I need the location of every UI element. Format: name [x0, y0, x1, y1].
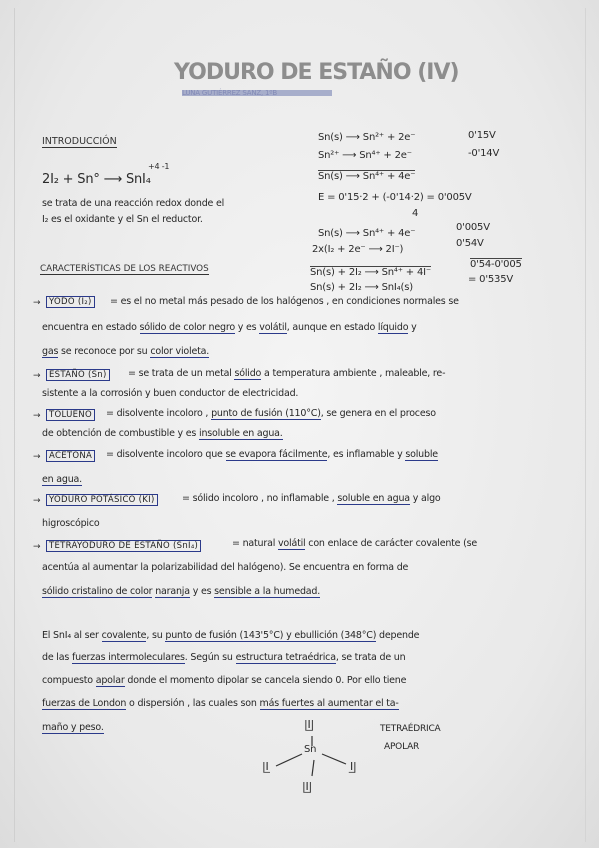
- paragraph-line-1: El SnI₄ al ser covalente, su punto de fusión (143'5°C) y ebullición (348°C) depende: [42, 630, 420, 641]
- global-potential: = 0'535V: [468, 274, 513, 285]
- main-reaction: 2I₂ + Sn° ⟶ SnI₄: [42, 172, 151, 187]
- potential-denominator: 4: [412, 208, 419, 219]
- paragraph-line-4: fuerzas de London o dispersión , las cuales son más fuertes al aumentar el ta-: [42, 698, 399, 709]
- sni4-line-3: sólido cristalino de color naranja y es sensible a la humedad.: [42, 586, 321, 597]
- half-reaction-3: Sn(s) ⟶ Sn⁴⁺ + 4e⁻: [318, 171, 416, 182]
- paragraph-line-5: maño y peso.: [42, 722, 104, 733]
- paper-sheet: [14, 8, 586, 842]
- ki-line-1: = sólido incoloro , no inflamable , soluble en agua y algo: [182, 493, 441, 504]
- iodo-line-2: encuentra en estado sólido de color negro y es volátil, aunque en estado líquido y: [42, 322, 417, 333]
- intro-heading: INTRODUCCIÓN: [42, 136, 117, 147]
- half-reaction-4-potential: 0'005V: [456, 222, 490, 233]
- polarity-label: APOLAR: [384, 742, 420, 752]
- global-reaction: Sn(s) + 2I₂ ⟶ SnI₄(s): [310, 282, 413, 293]
- iodine-bottom: |I̲|: [302, 780, 313, 793]
- acetona-line-1: = disolvente incoloro que se evapora fácilmente, es inflamable y soluble: [106, 449, 438, 460]
- half-reaction-1-potential: 0'15V: [468, 130, 496, 141]
- bullet-arrow: →: [33, 542, 41, 552]
- iodo-line-1: = es el no metal más pesado de los halógenos , en condiciones normales se: [110, 296, 459, 307]
- ki-box: YODURO POTÁSICO (KI): [46, 494, 158, 506]
- geometry-label: TETRAÉDRICA: [380, 724, 441, 734]
- estano-box: ESTAÑO (Sn): [46, 369, 110, 381]
- ki-line-2: higroscópico: [42, 518, 100, 529]
- tin-center: Sn: [304, 744, 317, 755]
- half-reaction-4: Sn(s) ⟶ Sn⁴⁺ + 4e⁻: [318, 228, 416, 239]
- iodine-top: |I̲|: [304, 718, 315, 731]
- iodine-left: |I̲: [262, 760, 269, 773]
- iodo-line-3: gas se reconoce por su color violeta.: [42, 346, 210, 357]
- paragraph-line-3: compuesto apolar donde el momento dipolar se cancela siendo 0. Por ello tiene: [42, 675, 407, 686]
- tolueno-line-1: = disolvente incoloro , punto de fusión (110°C), se genera en el proceso: [106, 408, 436, 419]
- bullet-arrow: →: [33, 496, 41, 506]
- iodine-right: I̲|: [350, 760, 357, 773]
- global-potential-diff: 0'54-0'005: [470, 259, 522, 270]
- bullet-arrow: →: [33, 452, 41, 462]
- half-reaction-2: Sn²⁺ ⟶ Sn⁴⁺ + 2e⁻: [318, 150, 412, 161]
- iodo-box: YODO (I₂): [46, 296, 95, 308]
- sni4-line-1: = natural volátil con enlace de carácter covalente (se: [232, 538, 478, 549]
- sni4-line-2: acentúa al aumentar la polarizabilidad del halógeno). Se encuentra en forma de: [42, 562, 409, 573]
- estano-line-1: = se trata de un metal sólido a temperatura ambiente , maleable, re-: [128, 368, 446, 379]
- potential-calculation: E = 0'15·2 + (-0'14·2) = 0'005V: [318, 192, 472, 203]
- half-reaction-1: Sn(s) ⟶ Sn²⁺ + 2e⁻: [318, 132, 416, 143]
- global-reaction-ionic: Sn(s) + 2I₂ ⟶ Sn⁴⁺ + 4I⁻: [310, 267, 431, 278]
- sni4-box: TETRAYODURO DE ESTAÑO (SnI₄): [46, 540, 201, 552]
- bullet-arrow: →: [33, 298, 41, 308]
- author-line: LUNA GUTIÉRREZ SANZ, 1ºB: [182, 90, 332, 96]
- reactants-heading: CARACTERÍSTICAS DE LOS REACTIVOS: [40, 264, 209, 274]
- tolueno-box: TOLUENO: [46, 409, 95, 421]
- intro-line-1: se trata de una reacción redox donde el: [42, 198, 225, 209]
- page-title: YODURO DE ESTAÑO (IV): [174, 60, 459, 85]
- intro-line-2: I₂ es el oxidante y el Sn el reductor.: [42, 214, 203, 225]
- acetona-box: ACETONA: [46, 450, 95, 462]
- paragraph-line-2: de las fuerzas intermoleculares. Según su estructura tetraédrica, se trata de un: [42, 652, 406, 663]
- half-reaction-2-potential: -0'14V: [468, 148, 500, 159]
- oxidation-states: +4 -1: [148, 162, 170, 171]
- tolueno-line-2: de obtención de combustible y es insoluble en agua.: [42, 428, 283, 439]
- bullet-arrow: →: [33, 371, 41, 381]
- half-reaction-5: 2x(I₂ + 2e⁻ ⟶ 2I⁻): [312, 244, 404, 255]
- acetona-line-2: en agua.: [42, 474, 82, 485]
- bullet-arrow: →: [33, 411, 41, 421]
- estano-line-2: sistente a la corrosión y buen conductor de electricidad.: [42, 388, 299, 399]
- half-reaction-5-potential: 0'54V: [456, 238, 484, 249]
